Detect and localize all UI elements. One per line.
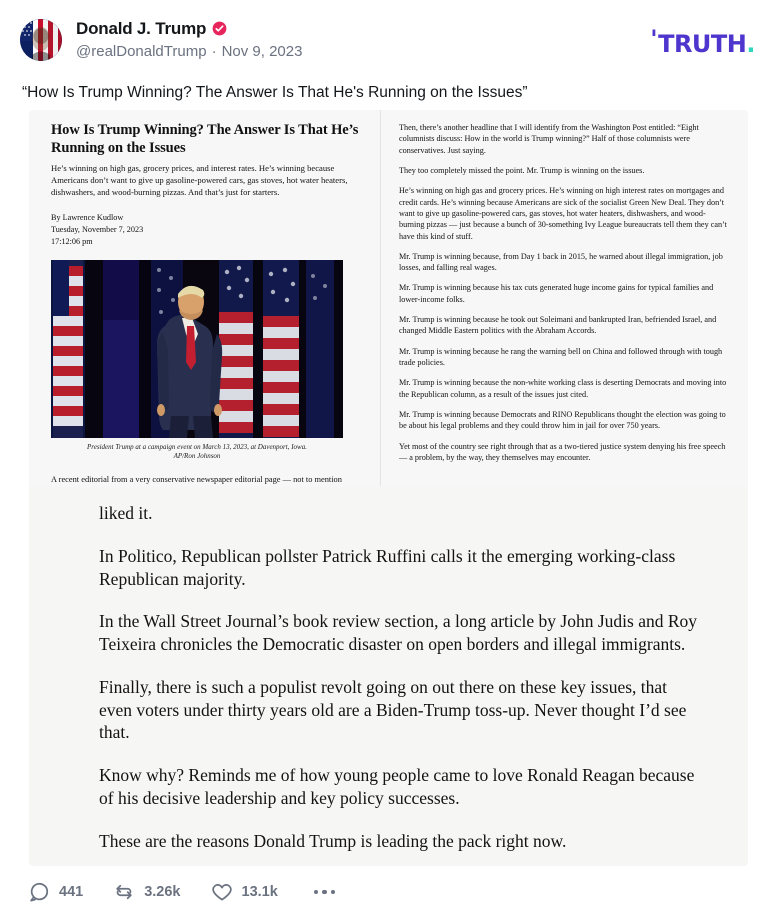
heart-icon bbox=[211, 881, 233, 903]
repost-count: 3.26k bbox=[144, 884, 181, 900]
article-photo-caption bbox=[51, 443, 343, 462]
handle-row bbox=[76, 43, 302, 60]
article-deck: He’s winning on high gas, grocery prices, and interest rates. He’s winning because Americans don’t want to give up gasoline-powered cars, gas stoves, hot water heaters, dishwashers, and wood-burning pizzas. And that’s just for starters. bbox=[51, 163, 348, 197]
article-continued-card[interactable] bbox=[29, 486, 748, 866]
comment-count: 441 bbox=[59, 884, 84, 900]
verified-badge-icon bbox=[212, 21, 227, 36]
like-count: 13.1k bbox=[241, 884, 278, 900]
avatar-flag-image bbox=[20, 19, 62, 61]
avatar[interactable] bbox=[20, 19, 62, 61]
article-paragraph: Mr. Trump is winning because his tax cuts generated huge income gains for typical families and lower-income folks. bbox=[399, 283, 714, 304]
article-left-column bbox=[29, 110, 381, 492]
more-dot bbox=[314, 890, 319, 895]
post-text: “How Is Trump Winning? The Answer Is That He's Running on the Issues” bbox=[22, 84, 528, 101]
separator-dot: · bbox=[211, 42, 217, 60]
more-dot bbox=[322, 890, 327, 895]
account-handle[interactable]: @realDonaldTrump bbox=[76, 42, 207, 60]
trump-rally-photo-image bbox=[51, 260, 343, 438]
truth-social-logo bbox=[650, 25, 755, 58]
continued-paragraph: In the Wall Street Journal’s book review section, a long article by John Judis and Roy Teixeira chronicles the Democratic disaster on open borders and illegal immigrants. bbox=[99, 611, 698, 654]
article-paragraph: Mr. Trump is winning because he rang the warning bell on China and followed through with tough trade policies. bbox=[399, 346, 723, 367]
repost-button[interactable] bbox=[113, 881, 180, 903]
caption-line-2: AP/Ron Johnson bbox=[173, 452, 221, 461]
article-byline bbox=[51, 212, 364, 248]
article-paragraph: Yet most of the country see right through that as a two-tiered justice system denying his free speech — a problem, by the way, they themselves may encounter. bbox=[399, 441, 726, 462]
more-dot bbox=[331, 890, 336, 895]
comment-icon bbox=[28, 881, 50, 903]
post-action-bar bbox=[0, 866, 777, 918]
post-date: Nov 9, 2023 bbox=[221, 42, 303, 60]
article-right-column bbox=[381, 110, 748, 492]
article-photo bbox=[51, 260, 343, 438]
article-paragraph: They too completely missed the point. Mr. Trump is winning on the issues. bbox=[399, 165, 645, 175]
post-header bbox=[0, 0, 777, 68]
article-paragraph: He’s winning on high gas and grocery prices. He’s winning on high interest rates on mortgages and credit cards. He’s winning because Americans are sick of the socialist Green New Deal. They don’t want to give up gasoline-powered cars, gas stoves, hot water heaters, dishwashers, and wood-burning pizzas — just because a bunch of 30-something Ivy League bureaucrats tell them they can’t have this kind of stuff. bbox=[399, 186, 727, 241]
continued-paragraph: In Politico, Republican pollster Patrick Ruffini calls it the emerging working-class Republican majority. bbox=[99, 545, 676, 589]
article-paragraph: Mr. Trump is winning because he took out Soleimani and bankrupted Iran, befriended Israel, and changed Middle Eastern politics with the Abraham Accords. bbox=[399, 315, 717, 336]
byline-time: 17:12:06 pm bbox=[51, 236, 93, 246]
continued-paragraph: Know why? Reminds me of how young people came to love Ronald Reagan because of his decisive leadership and key policy successes. bbox=[99, 765, 695, 808]
article-preview-card[interactable] bbox=[29, 110, 748, 492]
continued-paragraph: These are the reasons Donald Trump is leading the pack right now. bbox=[99, 830, 567, 851]
article-left-body: A recent editorial from a very conservative newspaper editorial page — not to mention bbox=[51, 474, 342, 484]
continued-paragraph: Finally, there is such a populist revolt going on out there on these key issues, that even voters under thirty years old are a Biden-Trump toss-up. Never thought I’d see that. bbox=[99, 676, 687, 743]
logo-period: . bbox=[746, 30, 755, 58]
name-row bbox=[76, 19, 302, 39]
logo-tick: ' bbox=[650, 25, 658, 53]
article-paragraph: Mr. Trump is winning because the non-white working class is deserting Democrats and moving into the Republican column, as a result of the issues just cited. bbox=[399, 378, 727, 399]
display-name[interactable]: Donald J. Trump bbox=[76, 19, 207, 38]
byline-author: By Lawrence Kudlow bbox=[51, 213, 124, 223]
article-paragraph: Then, there’s another headline that I will identify from the Washington Post entitled: “Eight columnists discuss: How in the world is Trump winning?” Half of those columnists were conservatives. Just saying. bbox=[399, 123, 699, 155]
caption-line-1: President Trump at a campaign event on March 13, 2023, at Davenport, Iowa. bbox=[87, 442, 307, 451]
article-paragraph: Mr. Trump is winning because, from Day 1 back in 2015, he warned about illegal immigration, job losses, and falling real wages. bbox=[399, 251, 723, 273]
logo-word: TRUTH bbox=[658, 30, 747, 58]
account-identity bbox=[76, 18, 302, 60]
more-options-button[interactable] bbox=[314, 890, 336, 895]
continued-paragraph: liked it. bbox=[99, 503, 153, 523]
like-button[interactable] bbox=[211, 881, 278, 903]
comment-button[interactable] bbox=[28, 881, 83, 903]
article-headline: How Is Trump Winning? The Answer Is That He’s Running on the Issues bbox=[51, 122, 359, 156]
byline-date: Tuesday, November 7, 2023 bbox=[51, 225, 144, 235]
repost-icon bbox=[113, 881, 135, 903]
article-paragraph: Mr. Trump is winning because Democrats and RINO Republicans thought the election was going to be about his legal problems and they could throw him in jail for over 750 years. bbox=[399, 409, 726, 431]
